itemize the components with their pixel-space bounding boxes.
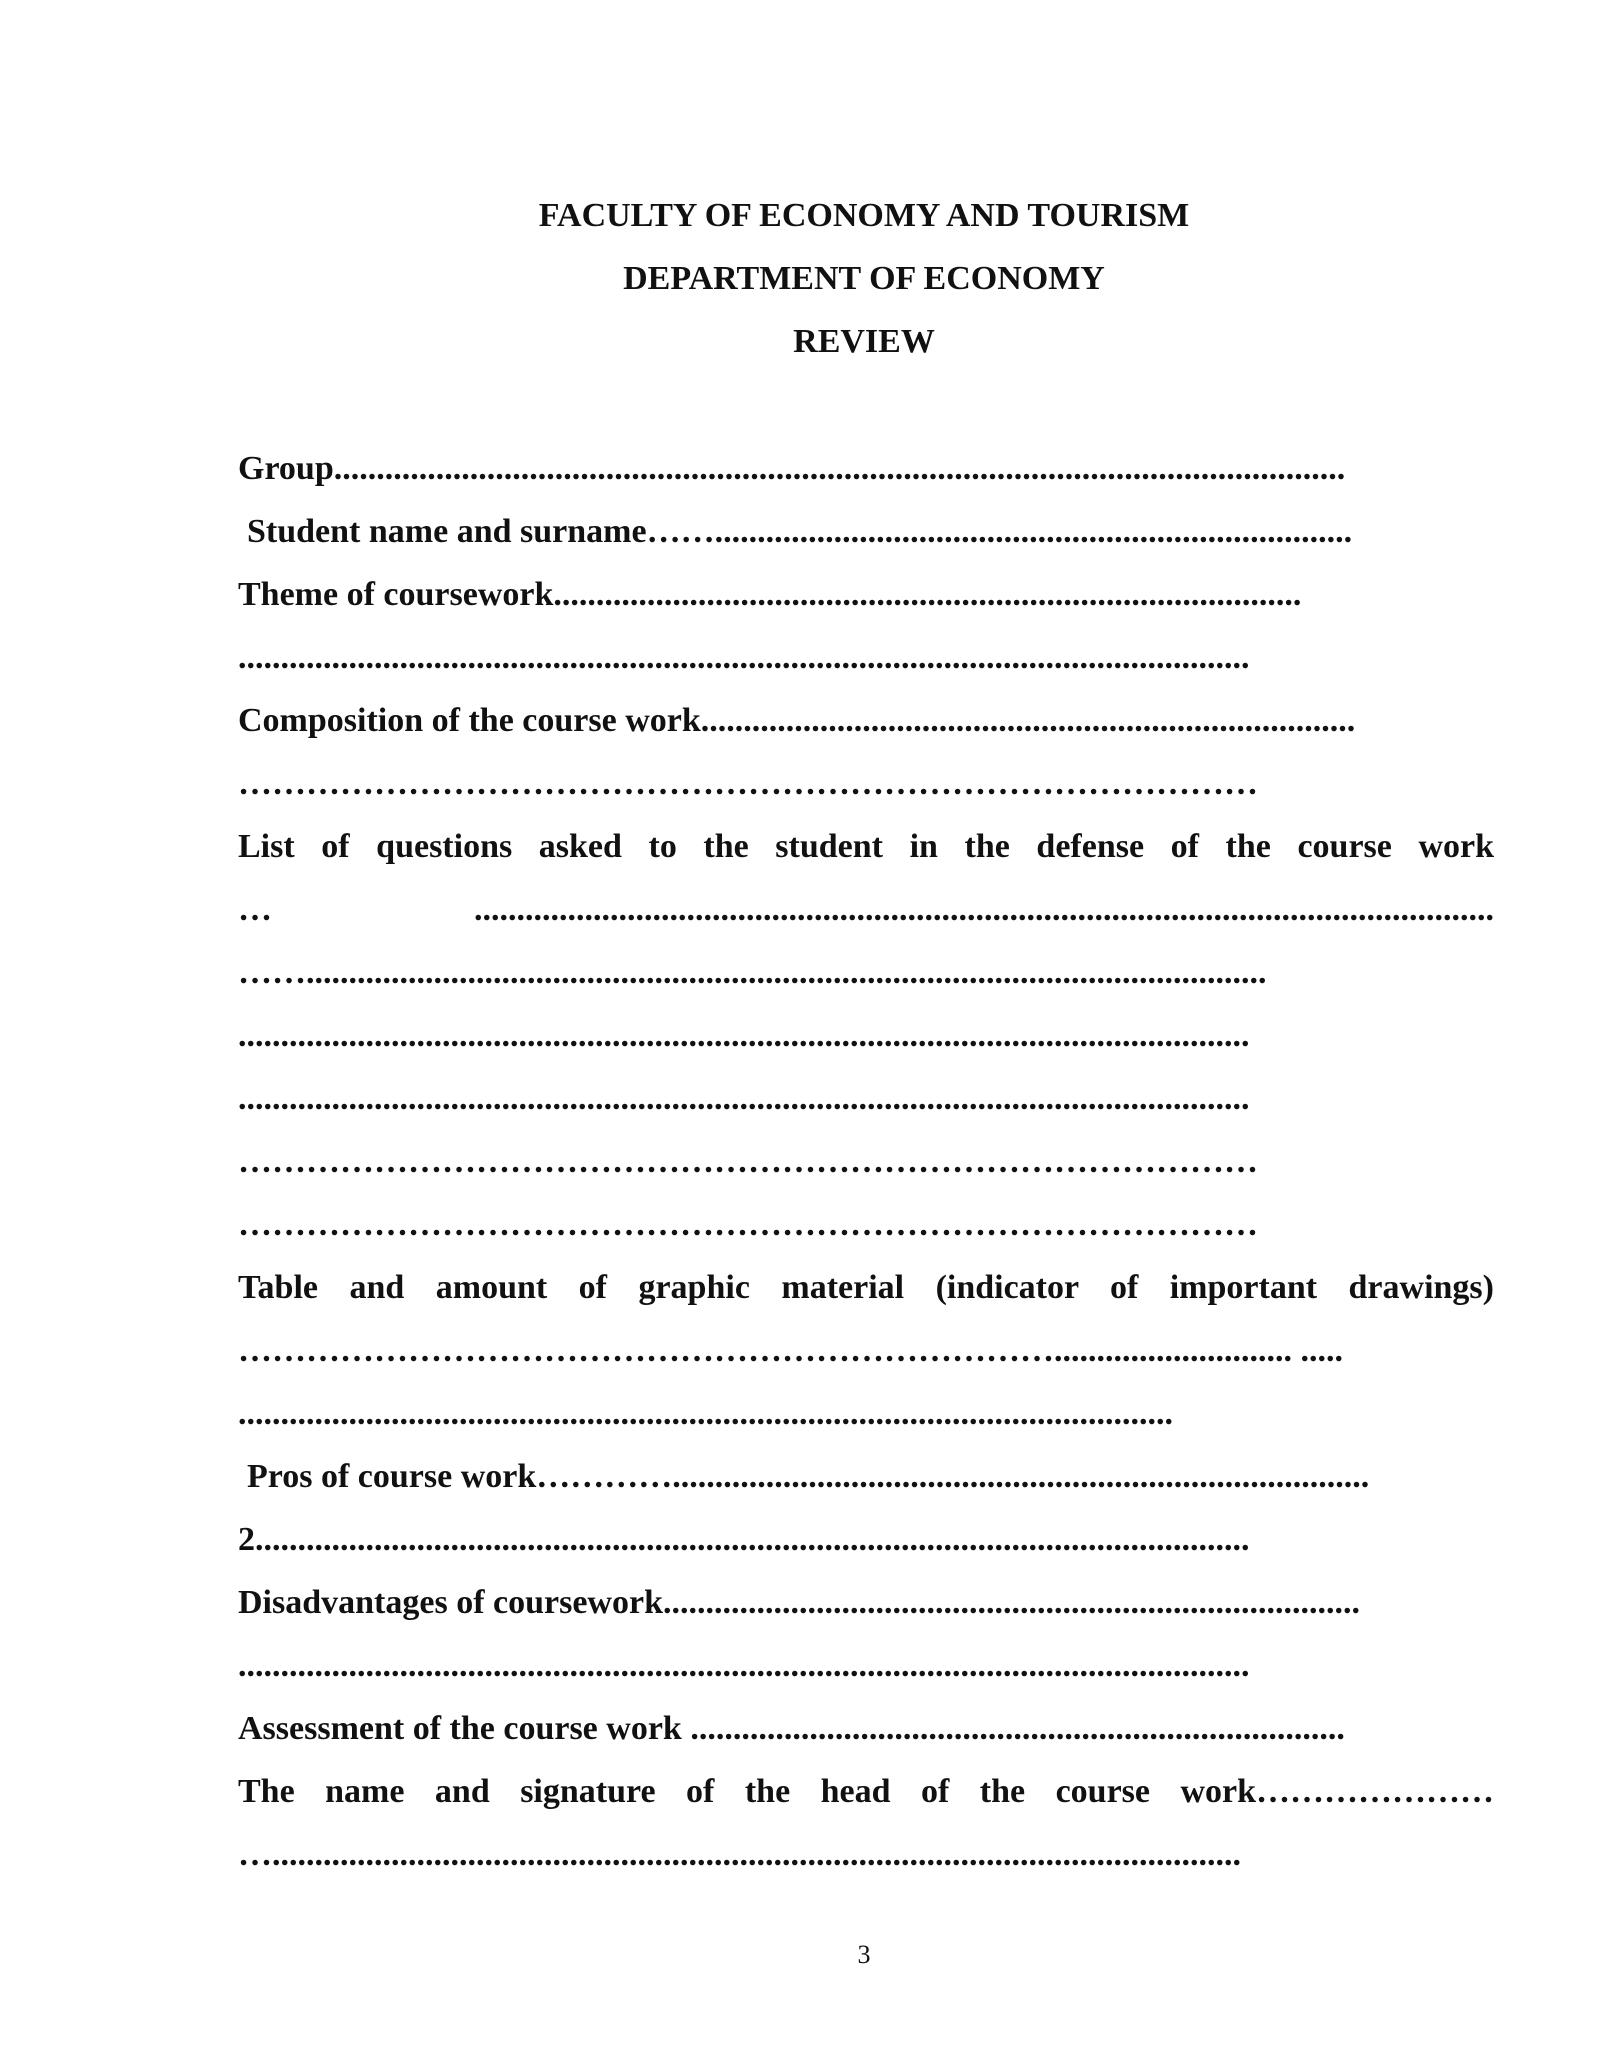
graphic-material-line-1: ………………………………………………………………............................ ..... [238, 1332, 1343, 1369]
pros-item-2: 2..................................................................................................................... [238, 1521, 1250, 1558]
document-header [0, 184, 1600, 373]
questions-line-2: ……................................................................................................................. [238, 954, 1267, 991]
group-field: Group....................................................................................................................... [238, 450, 1346, 487]
questions-line-5: ……………………………………………………………………………… [238, 1143, 1258, 1180]
student-name-field: Student name and surname……........................................................................... [247, 513, 1353, 550]
supervisor-field: The name and signature of the head of the course work………………… [238, 1773, 1494, 1810]
assessment-field: Assessment of the course work ............................................................................. [238, 1710, 1345, 1747]
graphic-material-line-2: .............................................................................................................. [238, 1395, 1173, 1432]
disadvantages-field: Disadvantages of coursework.................................................................................. [238, 1584, 1360, 1621]
composition-continuation: ……………………………………………………………………………… [238, 765, 1258, 802]
questions-line-4: ....................................................................................................................... [238, 1080, 1250, 1117]
questions-line-6: ……………………………………………………………………………… [238, 1206, 1258, 1243]
supervisor-continuation: ….................................................................................................................. [238, 1836, 1241, 1873]
department-title: DEPARTMENT OF ECONOMY [623, 260, 1105, 297]
review-form [238, 437, 1494, 1886]
faculty-title: FACULTY OF ECONOMY AND TOURISM [538, 197, 1190, 234]
questions-field: List of questions asked to the student in the defense of the course work [238, 828, 1494, 865]
theme-continuation: ....................................................................................................................... [238, 639, 1250, 676]
page-number: 3 [857, 1940, 871, 1969]
questions-line-1: … ........................................................................................................................ [238, 891, 1494, 928]
pros-field: Pros of course work………….................................................................................. [247, 1458, 1370, 1495]
disadvantages-continuation: ....................................................................................................................... [238, 1647, 1250, 1684]
questions-line-3: ....................................................................................................................... [238, 1017, 1250, 1054]
composition-field: Composition of the course work............................................................................. [238, 702, 1356, 739]
graphic-material-field: Table and amount of graphic material (indicator of important drawings) [238, 1269, 1494, 1306]
theme-field: Theme of coursework........................................................................................ [238, 576, 1302, 613]
review-title: REVIEW [793, 323, 935, 360]
